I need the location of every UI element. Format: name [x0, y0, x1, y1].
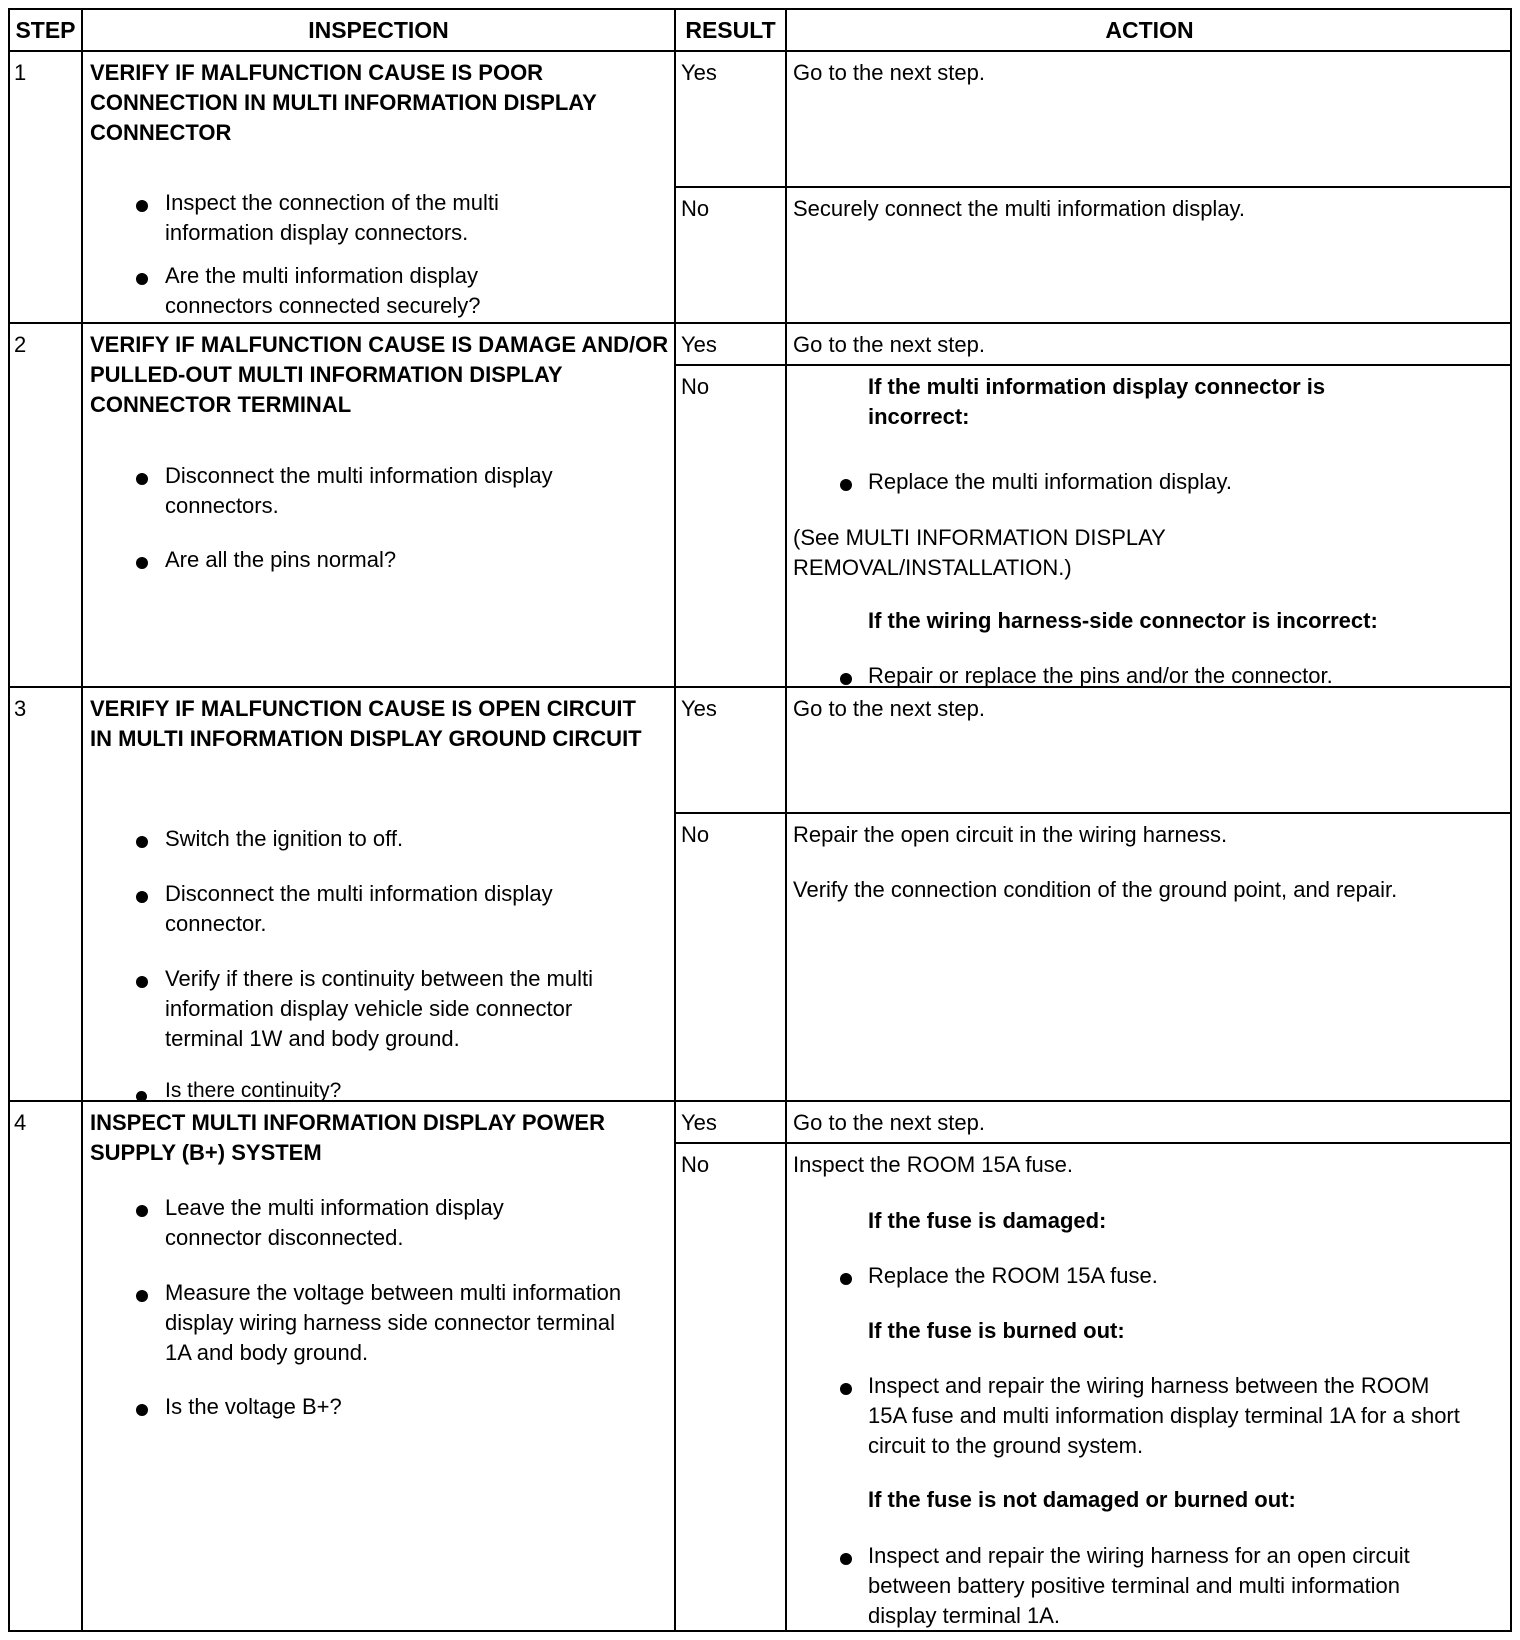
bullet-icon	[136, 273, 148, 285]
inspection-bullet: Disconnect the multi information display connectors.	[165, 463, 553, 518]
bullet-icon	[840, 479, 852, 491]
result-yes: Yes	[681, 696, 717, 721]
action-bullet: Repair or replace the pins and/or the connector.	[868, 663, 1333, 688]
inspection-bullet: Are all the pins normal?	[165, 547, 397, 572]
header-step: STEP	[15, 17, 76, 43]
bullet-icon	[136, 1205, 148, 1217]
bullet-icon	[136, 1290, 148, 1302]
bullet-icon	[840, 673, 852, 685]
inspection-bullet: Inspect the connection of the multi information display connectors.	[165, 190, 499, 245]
column-divider	[785, 10, 787, 1630]
action-text: Securely connect the multi information display.	[793, 196, 1246, 221]
result-yes: Yes	[681, 332, 717, 357]
inspection-bullet: Leave the multi information display connector disconnected.	[165, 1195, 504, 1250]
inspection-bullet: Is there continuity?	[165, 1079, 342, 1102]
row-divider	[10, 322, 1510, 324]
action-condition: If the fuse is not damaged or burned out:	[868, 1487, 1296, 1512]
bullet-icon	[136, 836, 148, 848]
header-action: ACTION	[1105, 17, 1194, 43]
action-bullet: Replace the ROOM 15A fuse.	[868, 1263, 1158, 1288]
header-inspection: INSPECTION	[308, 17, 449, 43]
action-text: Repair the open circuit in the wiring harness.	[793, 822, 1228, 847]
result-no: No	[681, 374, 710, 399]
step-number: 3	[14, 696, 27, 721]
result-divider	[674, 1142, 1510, 1144]
inspection-bullet: Is the voltage B+?	[165, 1394, 342, 1419]
action-text: Inspect the ROOM 15A fuse.	[793, 1152, 1074, 1177]
action-condition: If the fuse is burned out:	[868, 1318, 1125, 1343]
action-bullet: Inspect and repair the wiring harness for an open circuit between battery positive terminal and multi information display terminal 1A.	[868, 1543, 1410, 1628]
step-title: INSPECT MULTI INFORMATION DISPLAY POWER SUPPLY (B+) SYSTEM	[90, 1110, 605, 1165]
result-no: No	[681, 196, 710, 221]
column-divider	[81, 10, 83, 1630]
action-text: Verify the connection condition of the ground point, and repair.	[793, 877, 1398, 902]
step-title: VERIFY IF MALFUNCTION CAUSE IS DAMAGE AND/OR PULLED-OUT MULTI INFORMATION DISPLAY CONNECTOR TERMINAL	[90, 332, 669, 417]
action-condition: If the fuse is damaged:	[868, 1208, 1107, 1233]
bullet-icon	[840, 1383, 852, 1395]
inspection-bullet: Measure the voltage between multi information display wiring harness side connector terminal 1A and body ground.	[165, 1280, 622, 1365]
bullet-icon	[136, 1404, 148, 1416]
action-text: Go to the next step.	[793, 696, 986, 721]
action-condition: If the multi information display connector is incorrect:	[868, 374, 1326, 429]
step-title: VERIFY IF MALFUNCTION CAUSE IS POOR CONNECTION IN MULTI INFORMATION DISPLAY CONNECTOR	[90, 60, 597, 145]
inspection-bullet: Switch the ignition to off.	[165, 826, 404, 851]
action-bullet: Inspect and repair the wiring harness between the ROOM 15A fuse and multi information display terminal 1A for a short circuit to the ground system.	[868, 1373, 1460, 1458]
inspection-bullet: Are the multi information display connectors connected securely?	[165, 263, 481, 318]
result-divider	[674, 186, 1510, 188]
bullet-icon	[136, 976, 148, 988]
step-title: VERIFY IF MALFUNCTION CAUSE IS OPEN CIRCUIT IN MULTI INFORMATION DISPLAY GROUND CIRCUIT	[90, 696, 642, 751]
result-yes: Yes	[681, 1110, 717, 1135]
result-yes: Yes	[681, 60, 717, 85]
step-number: 4	[14, 1110, 27, 1135]
step-number: 2	[14, 332, 27, 357]
bullet-icon	[136, 891, 148, 903]
bullet-icon	[136, 557, 148, 569]
result-no: No	[681, 1152, 710, 1177]
bullet-icon	[840, 1273, 852, 1285]
diagnostic-table	[8, 8, 1512, 1632]
action-bullet: Replace the multi information display.	[868, 469, 1232, 494]
action-text: Go to the next step.	[793, 1110, 986, 1135]
result-no: No	[681, 822, 710, 847]
action-text: Go to the next step.	[793, 60, 986, 85]
header-divider	[10, 50, 1510, 52]
action-condition: If the wiring harness-side connector is incorrect:	[868, 608, 1378, 633]
header-result: RESULT	[685, 17, 776, 43]
bullet-icon	[840, 1553, 852, 1565]
bullet-icon	[136, 200, 148, 212]
action-note: (See MULTI INFORMATION DISPLAY REMOVAL/INSTALLATION.)	[793, 525, 1166, 580]
inspection-bullet: Verify if there is continuity between the multi information display vehicle side connector terminal 1W and body ground.	[165, 966, 593, 1051]
result-divider	[674, 812, 1510, 814]
inspection-bullet: Disconnect the multi information display connector.	[165, 881, 553, 936]
result-divider	[674, 364, 1510, 366]
bullet-icon	[136, 1091, 147, 1102]
step-number: 1	[14, 60, 27, 85]
bullet-icon	[136, 473, 148, 485]
column-divider	[674, 10, 676, 1630]
action-text: Go to the next step.	[793, 332, 986, 357]
